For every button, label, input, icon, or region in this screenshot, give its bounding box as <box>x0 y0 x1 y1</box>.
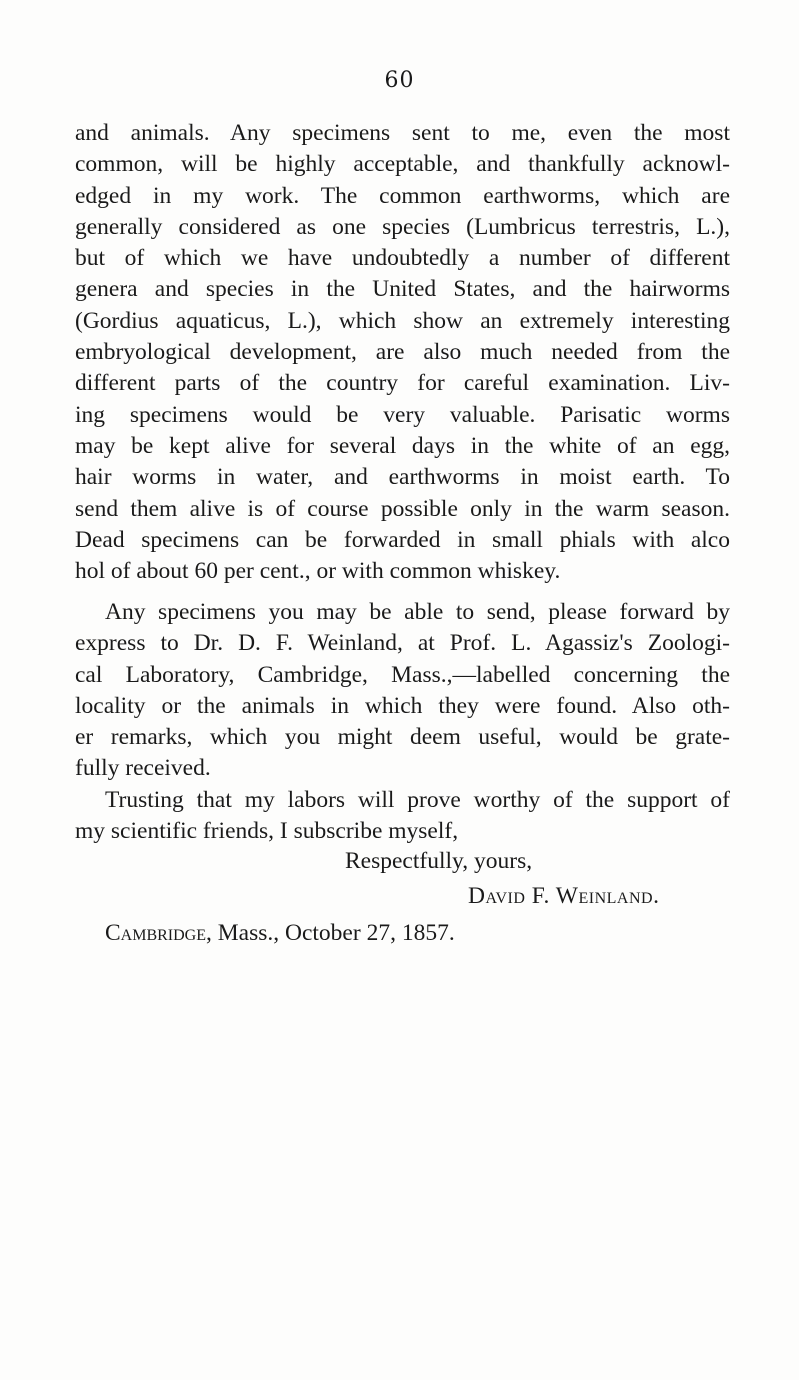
text-line: express to Dr. D. F. Weinland, at Prof. L. Agassiz's Zoologi- <box>75 630 730 657</box>
paragraph-specimens <box>75 118 730 587</box>
text-line: may be kept alive for several days in the white of an egg, <box>75 432 730 459</box>
text-line: ing specimens would be very valuable. Parisatic worms <box>75 401 730 428</box>
text-line: my scientific friends, I subscribe myself, <box>75 818 459 845</box>
text-line: hol of about 60 per cent., or with common whiskey. <box>75 558 561 585</box>
text-line: generally considered as one species (Lumbricus terrestris, L.), <box>75 213 730 240</box>
text-line: common, will be highly acceptable, and thankfully acknowl- <box>75 151 730 178</box>
text-line: locality or the animals in which they were found. Also oth- <box>75 692 730 719</box>
dateline <box>105 920 455 947</box>
dateline-place: Cambridge <box>105 920 207 946</box>
text-line: different parts of the country for careful examination. Liv- <box>75 370 730 397</box>
text-line: hair worms in water, and earthworms in moist earth. To <box>75 464 730 491</box>
text-line: fully received. <box>75 755 211 782</box>
text-line: send them alive is of course possible only in the warm season. <box>75 495 730 522</box>
closing-salutation: Respectfully, yours, <box>345 848 533 874</box>
dateline-date: , Mass., October 27, 1857. <box>206 920 455 946</box>
page-number: 60 <box>384 68 415 93</box>
text-line: but of which we have undoubtedly a number of different <box>75 245 730 272</box>
text-line: (Gordius aquaticus, L.), which show an extremely interesting <box>75 307 730 334</box>
text-line: Dead specimens can be forwarded in small phials with alco <box>75 526 730 553</box>
text-line: embryological development, are also much needed from the <box>75 339 730 366</box>
text-line: er remarks, which you might deem useful, would be grate- <box>75 724 730 751</box>
text-line: edged in my work. The common earthworms, which are <box>75 182 730 209</box>
text-line: Any specimens you may be able to send, please forward by <box>105 599 730 625</box>
text-line: and animals. Any specimens sent to me, even the most <box>75 120 730 146</box>
text-line: genera and species in the United States, and the hairworms <box>75 276 730 303</box>
text-line: Trusting that my labors will prove worthy of the support of <box>105 787 730 813</box>
paragraph-forwarding <box>75 597 730 785</box>
signature: David F. Weinland. <box>468 883 660 909</box>
text-line: cal Laboratory, Cambridge, Mass.,—labelled concerning the <box>75 661 730 688</box>
paragraph-trusting <box>75 785 730 848</box>
